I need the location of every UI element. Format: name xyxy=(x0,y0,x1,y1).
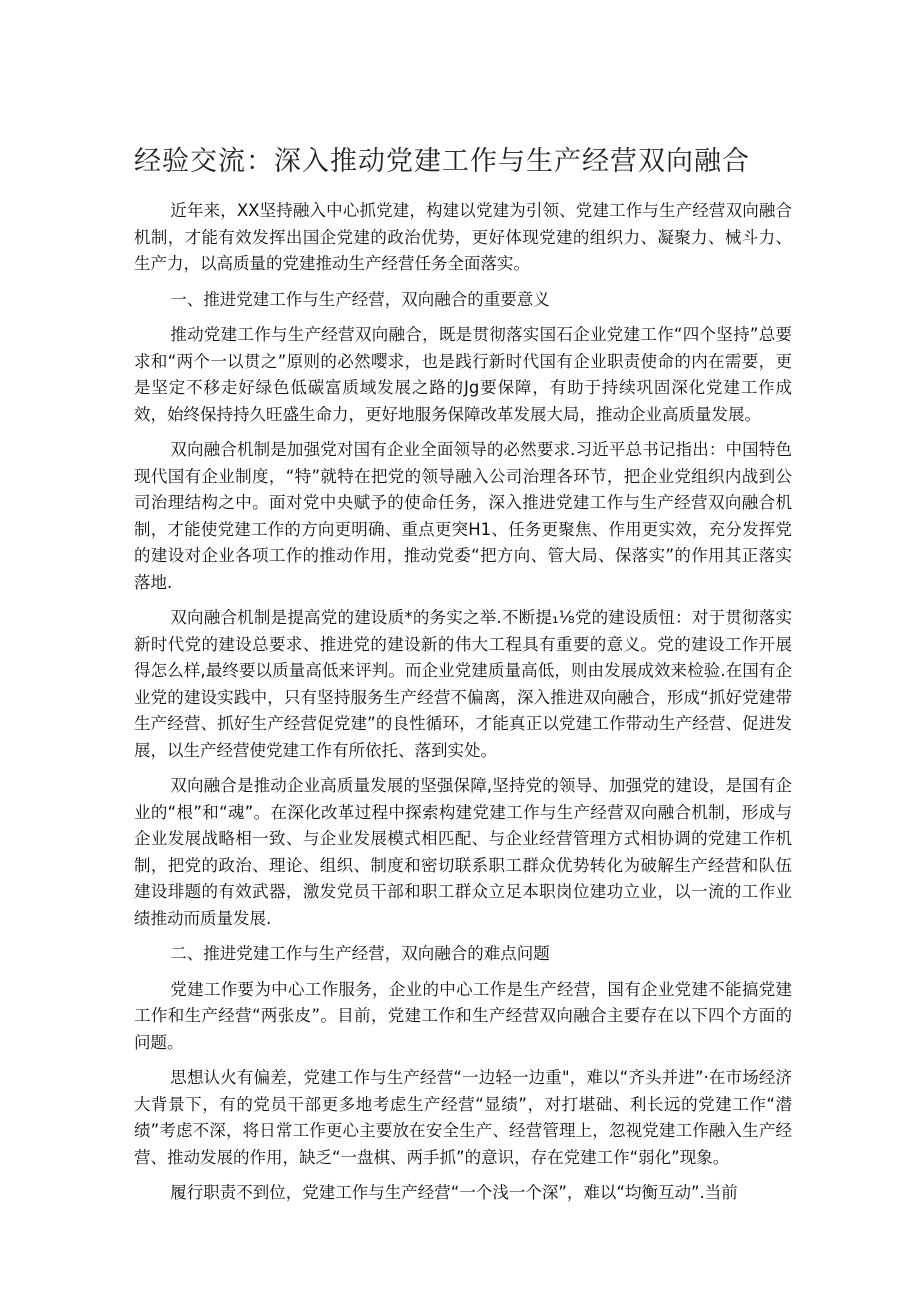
section-heading-difficulties: 二、推进党建工作与生产经营，双向融合的难点问题 xyxy=(170,944,550,963)
body-paragraph: 履行职责不到位，党建工作与生产经营“一个浅一个深”，难以“均衡互动”.当前 xyxy=(170,1183,738,1202)
document-body xyxy=(134,198,792,1216)
body-paragraph: 思想认火有偏差，党建工作与生产经营“一边轻一边重"，难以“齐头并进”·在市场经济大背景下，有的党员干部更多地考虑生产经营“显绩”，对打堪础、利长远的党建工作“潜绩”考虑不深，将日常工作更心主要放在安全生产、经营管理上，忽视党建工作融入生产经营、推动发展的作用，缺乏“一盘棋、两手抓”的意识，存在党建工作“弱化”现象。 xyxy=(134,1068,792,1167)
document-title: 经验交流：深入推动党建工作与生产经营双向融合 xyxy=(134,146,750,177)
intro-paragraph: 近年来，XX坚持融入中心抓党建，构建以党建为引领、党建工作与生产经营双向融合机制，才能有效发挥出国企党建的政治优势，更好体现党建的组织力、凝聚力、械斗力、生产力，以高质量的党建推动生产经营任务全面落实。 xyxy=(134,201,792,273)
body-paragraph: 推动党建工作与生产经营双向融合，既是贯彻落实国石企业党建工作“四个坚持”总要求和“两个一以贯之”原则的必然嘤求，也是践行新时代国有企业职责使命的内在需要，更是坚定不移走好绿色低碳富质域发展之路的Jg要保障，有助于持续巩固深化党建工作成效，始终保持持久旺盛生命力，更好地服务保障改革发展大局，推动企业高质量发展。 xyxy=(134,325,792,424)
body-paragraph: 双向融合机制是提高党的建设质*的务实之举.不断提₁⅛党的建设质忸：对于贯彻落实新时代党的建设总要求、推进党的建设新的伟大工程具有重要的意义。党的建设工作开展得怎么样,最终要以质量高低来评判。而企业党建质量高低，则由发展成效来检验.在国有企业党的建设实践中，只有坚持服务生产经营不偏离，深入推进双向融合，形成“抓好党建带生产经营、抓好生产经营促党建”的良性循环，才能真正以党建工作带动生产经营、促进发展，以生产经营使党建工作有所依托、落到实处。 xyxy=(134,608,792,760)
body-paragraph: 党建工作要为中心工作服务，企业的中心工作是生产经营，国有企业党建不能搞党建工作和生产经营“两张皮”。目前，党建工作和生产经营双向融合主要存在以下四个方面的问题。 xyxy=(134,979,792,1052)
body-paragraph: 双向融合是推动企业高质量发展的坚强保障,坚持党的领导、加强党的建设，是国有企业的“根”和“魂”。在深化改革过程中探索构建党建工作与生产经营双向融合机制，形成与企业发展战略相一致、与企业发展模式相匹配、与企业经营管理方式相协调的党建工作机制，把党的政治、理论、组织、制度和密切联系职工群众优势转化为破解生产经营和队伍建设琲题的有效武器，激发党员干部和职工群众立足本职岗位建功立业，以一流的工作业绩推动而质量发展. xyxy=(134,776,792,928)
section-heading-significance: 一、推进党建工作与生产经营，双向融合的重要意义 xyxy=(170,289,550,309)
body-paragraph: 双向融合机制是加强党对国有企业全面领导的必然要求.习近平总书记指出：中国特色现代国有企业制度，“特”就特在把党的领导融入公司治理各环节，把企业党组织内战到公司治理结构之中。面对党中央赋予的使命任务，深入推进党建工作与生产经营双向融合机制，才能使党建工作的方向更明确、重点更突H1、任务更聚焦、作用更实效，充分发挥党的建设对企业各项工作的推动作用，推动党委“把方向、管大局、保落实”的作用其正落实落地. xyxy=(134,440,792,592)
